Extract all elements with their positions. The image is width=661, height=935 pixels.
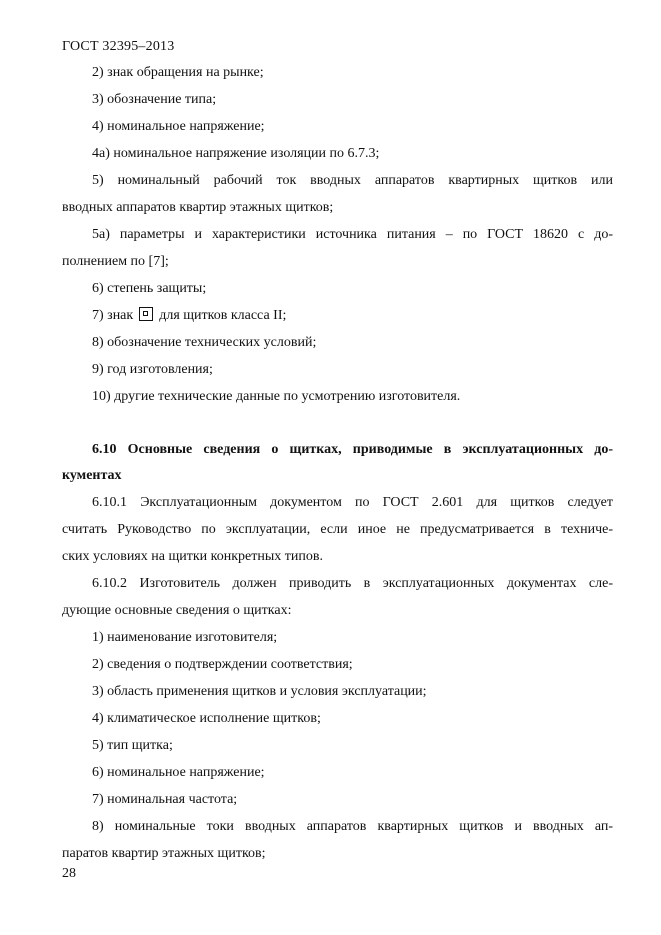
list-item: 2) знак обращения на рынке; [92,65,264,80]
list-item-text: для щитков класса II; [159,308,287,323]
page-number: 28 [62,866,76,881]
section-heading-continuation: кументах [62,468,122,483]
list-item: 5а) параметры и характеристики источника питания – по ГОСТ 18620 с до- [92,227,613,242]
list-item: 6) номинальное напряжение; [92,765,265,780]
list-item-continuation: паратов квартир этажных щитков; [62,846,266,861]
list-item-continuation: вводных аппаратов квартир этажных щитков; [62,200,334,215]
list-item: 5) номинальный рабочий ток вводных аппаратов квартирных щитков или [92,173,613,188]
list-item: 10) другие технические данные по усмотрению изготовителя. [92,389,461,404]
list-item: 4) номинальное напряжение; [92,119,265,134]
section-heading: 6.10 Основные сведения о щитках, приводимые в эксплуатационных до- [92,442,613,457]
paragraph-line: 6.10.2 Изготовитель должен приводить в эксплуатационных документах сле- [92,576,613,591]
paragraph-line: 6.10.1 Эксплуатационным документом по ГОСТ 2.601 для щитков следует [92,495,613,510]
list-item: 4) климатическое исполнение щитков; [92,711,321,726]
list-item-text: 7) знак [92,308,134,323]
paragraph-line: ских условиях на щитки конкретных типов. [62,549,323,564]
list-item: 6) степень защиты; [92,281,207,296]
list-item-continuation: полнением по [7]; [62,254,169,269]
list-item: 3) обозначение типа; [92,92,217,107]
list-item: 4а) номинальное напряжение изоляции по 6.7.3; [92,146,380,161]
list-item: 3) область применения щитков и условия эксплуатации; [92,684,427,699]
list-item [92,307,613,325]
list-item: 8) обозначение технических условий; [92,335,317,350]
list-item: 7) номинальная частота; [92,792,238,807]
list-item: 1) наименование изготовителя; [92,630,278,645]
list-item: 2) сведения о подтверждении соответствия; [92,657,353,672]
document-header: ГОСТ 32395–2013 [62,39,175,54]
list-item: 8) номинальные токи вводных аппаратов квартирных щитков и вводных ап- [92,819,613,834]
list-item: 5) тип щитка; [92,738,173,753]
paragraph-line: считать Руководство по эксплуатации, если иное не предусматривается в техниче- [62,522,613,537]
paragraph-line: дующие основные сведения о щитках: [62,603,292,618]
class-ii-symbol-icon [139,307,153,321]
list-item: 9) год изготовления; [92,362,213,377]
